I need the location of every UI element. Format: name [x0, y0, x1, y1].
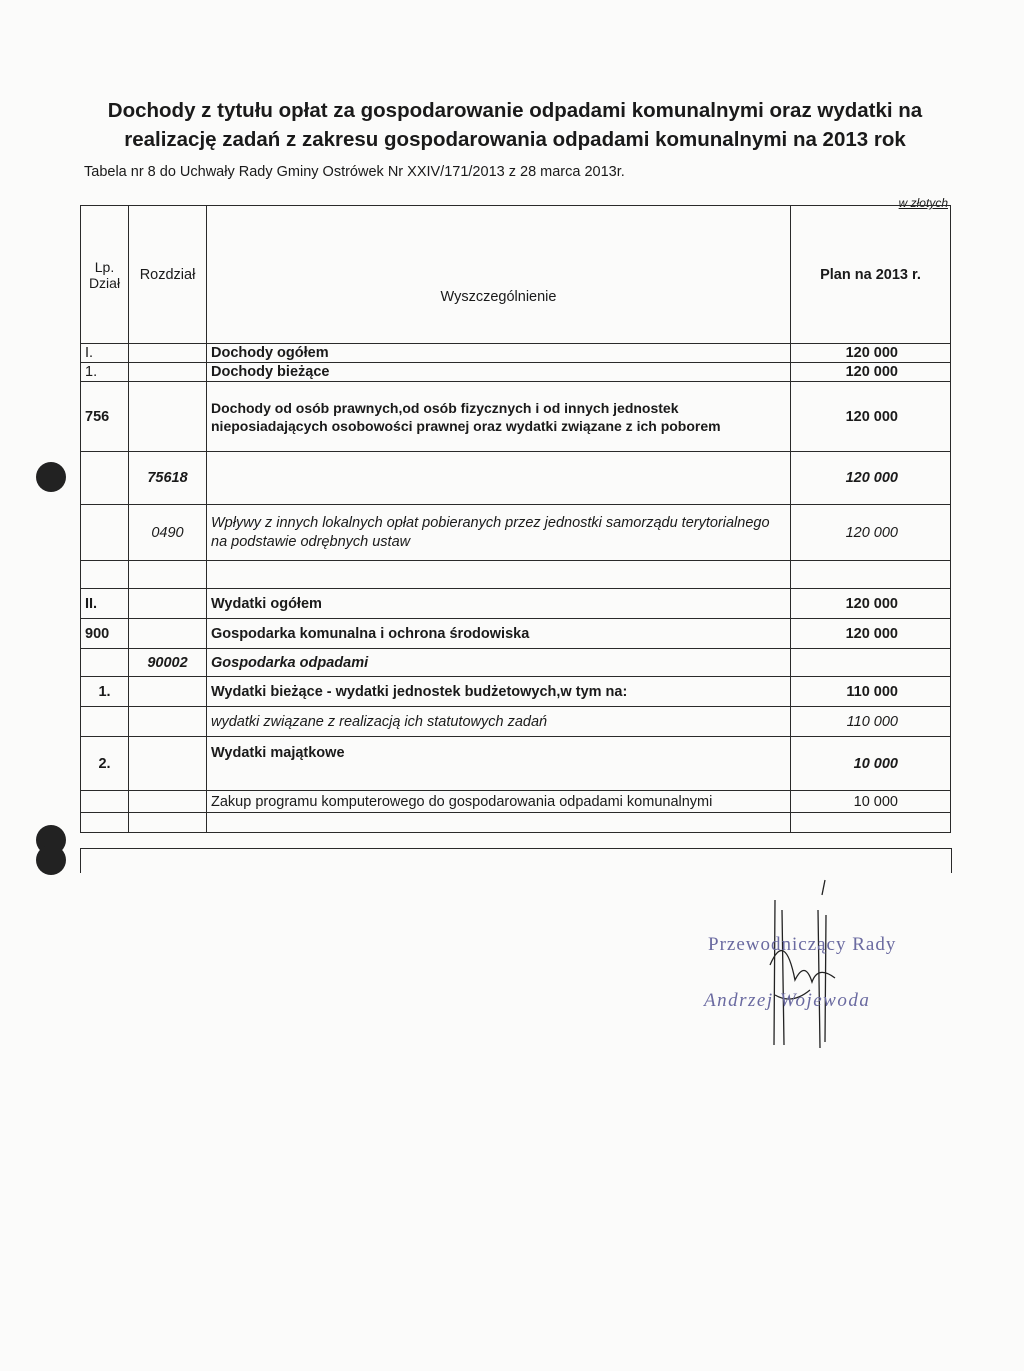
signature-name: Andrzej Wojewoda — [704, 990, 871, 1011]
document-title: Dochody z tytułu opłat za gospodarowanie odpadami komunalnymi oraz wydatki na realizację zadań z zakresu gospodarowania odpadami komunalnymi na 2013 rok — [107, 99, 923, 151]
table-row — [81, 589, 951, 619]
cell-rozdzial — [129, 707, 207, 737]
table-row — [81, 344, 951, 363]
cell-lp — [81, 561, 129, 589]
cell-plan: 120 000 — [791, 619, 951, 649]
cell-rozdzial: 75618 — [129, 452, 207, 505]
cell-rozdzial — [129, 589, 207, 619]
signature-stamp-icon — [700, 870, 930, 1060]
cell-opis: Wydatki bieżące - wydatki jednostek budżetowych,w tym na: — [207, 677, 791, 707]
cell-plan: 120 000 — [791, 452, 951, 505]
cell-rozdzial — [129, 561, 207, 589]
table-header-row — [81, 206, 951, 344]
table-row — [81, 452, 951, 505]
table-row — [81, 619, 951, 649]
punch-hole-bottom — [36, 845, 66, 875]
cell-opis: Gospodarka odpadami — [207, 649, 791, 677]
cell-opis: wydatki związane z realizacją ich statutowych zadań — [207, 707, 791, 737]
cell-plan: 120 000 — [791, 382, 951, 452]
table-row — [81, 505, 951, 561]
cell-lp: 2. — [81, 737, 129, 791]
table-row — [81, 813, 951, 833]
cell-lp: 756 — [81, 382, 129, 452]
cell-plan — [791, 649, 951, 677]
cell-rozdzial — [129, 791, 207, 813]
cell-plan: 10 000 — [791, 737, 951, 791]
cell-lp: I. — [81, 344, 129, 363]
cell-plan — [791, 813, 951, 833]
cell-rozdzial — [129, 677, 207, 707]
cell-lp — [81, 707, 129, 737]
cell-rozdzial — [129, 344, 207, 363]
cell-opis: Wydatki majątkowe — [207, 737, 791, 791]
cell-lp: 1. — [81, 677, 129, 707]
cell-lp — [81, 452, 129, 505]
table-row — [81, 707, 951, 737]
budget-table — [80, 205, 951, 833]
cell-opis: Dochody od osób prawnych,od osób fizycznych i od innych jednostek nieposiadających osobowości prawnej oraz wydatki związane z ich poborem — [207, 382, 791, 452]
cell-opis — [207, 561, 791, 589]
cell-opis: Dochody bieżące — [207, 363, 791, 382]
cell-lp — [81, 505, 129, 561]
header-plan: Plan na 2013 r. — [791, 206, 951, 344]
cell-opis: Gospodarka komunalna i ochrona środowiska — [207, 619, 791, 649]
cell-plan: 110 000 — [791, 677, 951, 707]
cell-opis — [207, 813, 791, 833]
cell-lp: II. — [81, 589, 129, 619]
header-wyszczegolnienie: Wyszczególnienie — [207, 206, 791, 344]
cell-opis: Wydatki ogółem — [207, 589, 791, 619]
document-subtitle: Tabela nr 8 do Uchwały Rady Gminy Ostrówek Nr XXIV/171/2013 z 28 marca 2013r. — [84, 164, 625, 180]
header-lp: Lp. — [94, 258, 115, 275]
cell-opis — [207, 452, 791, 505]
header-rozdzial: Rozdział — [129, 206, 207, 344]
table-row — [81, 791, 951, 813]
cell-lp: 1. — [81, 363, 129, 382]
currency-unit: w złotych — [898, 196, 948, 210]
cell-plan: 120 000 — [791, 344, 951, 363]
cell-plan — [791, 561, 951, 589]
table-row — [81, 677, 951, 707]
cell-rozdzial — [129, 813, 207, 833]
table-row — [81, 561, 951, 589]
table-row — [81, 363, 951, 382]
header-dzial: Dział — [88, 274, 121, 291]
table-row — [81, 382, 951, 452]
cell-rozdzial — [129, 363, 207, 382]
cell-lp: 900 — [81, 619, 129, 649]
signature-title: Przewodniczący Rady — [708, 934, 897, 955]
cell-opis: Zakup programu komputerowego do gospodarowania odpadami komunalnymi — [207, 791, 791, 813]
cell-plan: 120 000 — [791, 589, 951, 619]
punch-hole-top — [36, 462, 66, 492]
cell-rozdzial — [129, 619, 207, 649]
table-row — [81, 649, 951, 677]
cell-rozdzial: 90002 — [129, 649, 207, 677]
cell-plan: 120 000 — [791, 505, 951, 561]
cell-plan: 10 000 — [791, 791, 951, 813]
cell-opis: Wpływy z innych lokalnych opłat pobieranych przez jednostki samorządu terytorialnego na podstawie odrębnych ustaw — [207, 505, 791, 561]
cell-lp — [81, 791, 129, 813]
cell-opis: Dochody ogółem — [207, 344, 791, 363]
header-lp-dzial — [81, 206, 129, 344]
cell-rozdzial — [129, 382, 207, 452]
cell-rozdzial — [129, 737, 207, 791]
cell-plan: 120 000 — [791, 363, 951, 382]
cell-lp — [81, 649, 129, 677]
table-row — [81, 737, 951, 791]
cell-lp — [81, 813, 129, 833]
cell-rozdzial: 0490 — [129, 505, 207, 561]
cell-plan: 110 000 — [791, 707, 951, 737]
